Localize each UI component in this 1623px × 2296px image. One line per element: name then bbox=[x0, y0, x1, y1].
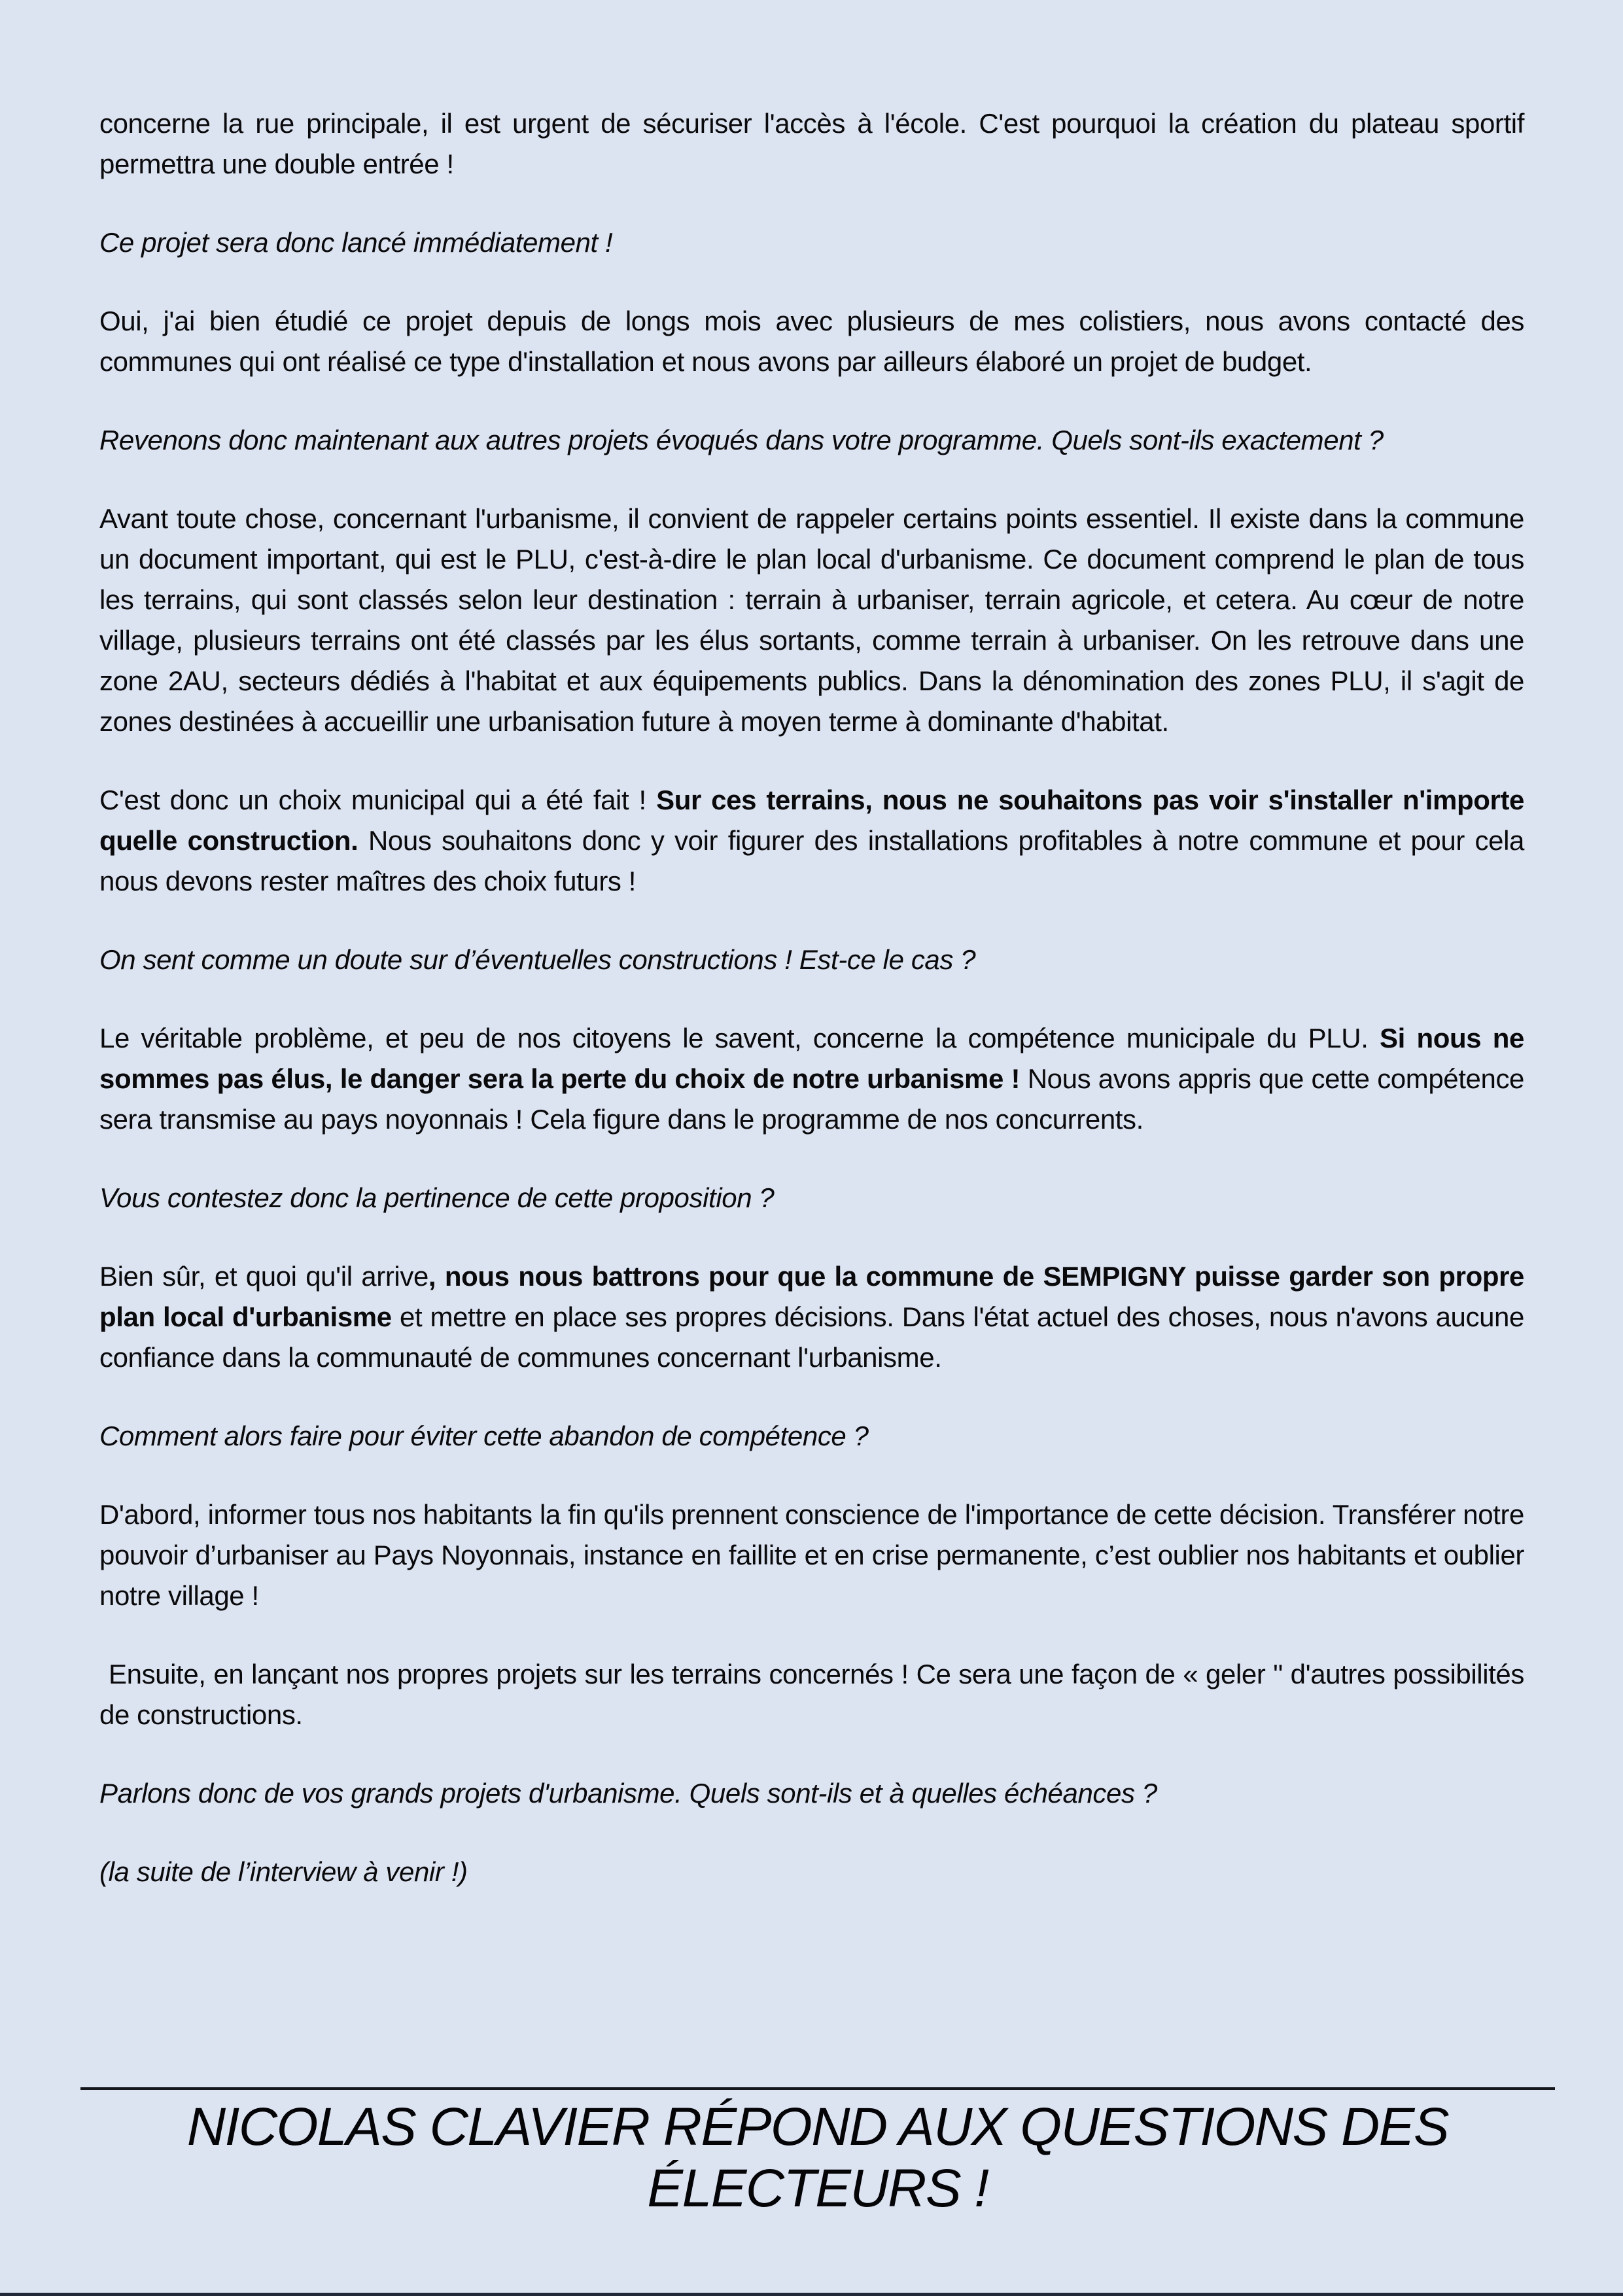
question-paragraph bbox=[99, 420, 1524, 461]
answer-paragraph bbox=[99, 1256, 1524, 1378]
answer-paragraph bbox=[99, 301, 1524, 382]
text-run: Oui, j'ai bien étudié ce projet depuis de longs mois avec plusieurs de mes colistiers, nous avons contacté des communes qui ont réalisé ce type d'installation et nous avons par ailleurs élaboré un projet de budget. bbox=[99, 306, 1524, 377]
answer-paragraph bbox=[99, 1654, 1524, 1735]
text-run: Revenons donc maintenant aux autres projets évoqués dans votre programme. Quels sont-ils exactement ? bbox=[99, 425, 1384, 455]
answer-paragraph bbox=[99, 103, 1524, 185]
answer-paragraph bbox=[99, 499, 1524, 742]
text-run: Avant toute chose, concernant l'urbanisme, il convient de rappeler certains points essentiel. Il existe dans la commune un document important, qui est le PLU, c'est-à-dire le plan local d'urbanisme. Ce document comprend le plan de tous les terrains, qui sont classés selon leur destination : terrain à urbaniser, terrain agricole, et cetera. Au cœur de notre village, plusieurs terrains ont été classés par les élus sortants, comme terrain à urbaniser. On les retrouve dans une zone 2AU, secteurs dédiés à l'habitat et aux équipements publics. Dans la dénomination des zones PLU, il s'agit de zones destinées à accueillir une urbanisation future à moyen terme à dominante d'habitat. bbox=[99, 503, 1524, 737]
answer-paragraph bbox=[99, 780, 1524, 902]
bold-emphasis: Sur ces terrains, nous ne souhaitons pas voir s'installer n'importe quelle construction. bbox=[99, 785, 1524, 856]
text-run: Le véritable problème, et peu de nos citoyens le savent, concerne la compétence municipale du PLU. bbox=[99, 1023, 1380, 1053]
bottom-edge bbox=[0, 2293, 1623, 2296]
bold-emphasis: Si nous ne sommes pas élus, le danger sera la perte du choix de notre urbanisme ! bbox=[99, 1023, 1524, 1094]
text-run: Ce projet sera donc lancé immédiatement ! bbox=[99, 227, 613, 258]
question-paragraph bbox=[99, 1852, 1524, 1892]
answer-paragraph bbox=[99, 1018, 1524, 1140]
text-run: Parlons donc de vos grands projets d'urbanisme. Quels sont-ils et à quelles échéances ? bbox=[99, 1778, 1157, 1809]
text-run: (la suite de l’interview à venir !) bbox=[99, 1856, 468, 1887]
text-run: Comment alors faire pour éviter cette abandon de compétence ? bbox=[99, 1421, 869, 1451]
text-run: Ensuite, en lançant nos propres projets sur les terrains concernés ! Ce sera une façon de « geler " d'autres possibilités de constructions. bbox=[99, 1659, 1524, 1730]
bold-emphasis: , nous nous battrons pour que la commune de SEMPIGNY puisse garder son propre plan local d'urbanisme bbox=[99, 1261, 1524, 1332]
question-paragraph bbox=[99, 1416, 1524, 1457]
question-paragraph bbox=[99, 1773, 1524, 1814]
text-run: Nous avons appris que cette compétence sera transmise au pays noyonnais ! Cela figure dans le programme de nos concurrents. bbox=[99, 1063, 1524, 1135]
question-paragraph bbox=[99, 222, 1524, 263]
text-run: Vous contestez donc la pertinence de cette proposition ? bbox=[99, 1182, 775, 1213]
answer-paragraph bbox=[99, 1494, 1524, 1616]
question-paragraph bbox=[99, 1178, 1524, 1218]
footer bbox=[80, 2087, 1555, 2219]
text-run: On sent comme un doute sur d’éventuelles constructions ! Est-ce le cas ? bbox=[99, 944, 976, 975]
text-run: C'est donc un choix municipal qui a été fait ! bbox=[99, 785, 657, 815]
question-paragraph bbox=[99, 940, 1524, 980]
text-run: D'abord, informer tous nos habitants la fin qu'ils prennent conscience de l'importance de cette décision. Transférer notre pouvoir d’urbaniser au Pays Noyonnais, instance en faillite et en crise permanente, c’est oublier nos habitants et oublier notre village ! bbox=[99, 1499, 1524, 1611]
text-run: et mettre en place ses propres décisions. Dans l'état actuel des choses, nous n'avons aucune confiance dans la communauté de communes concernant l'urbanisme. bbox=[99, 1301, 1524, 1373]
footer-title: NICOLAS CLAVIER RÉPOND AUX QUESTIONS DES ÉLECTEURS ! bbox=[186, 2097, 1449, 2218]
separator-line bbox=[80, 2087, 1555, 2090]
text-run: concerne la rue principale, il est urgent de sécuriser l'accès à l'école. C'est pourquoi la création du plateau sportif permettra une double entrée ! bbox=[99, 108, 1524, 179]
text-run: Nous souhaitons donc y voir figurer des installations profitables à notre commune et pour cela nous devons rester maîtres des choix futurs ! bbox=[99, 825, 1524, 896]
text-run: Bien sûr, et quoi qu'il arrive bbox=[99, 1261, 428, 1292]
